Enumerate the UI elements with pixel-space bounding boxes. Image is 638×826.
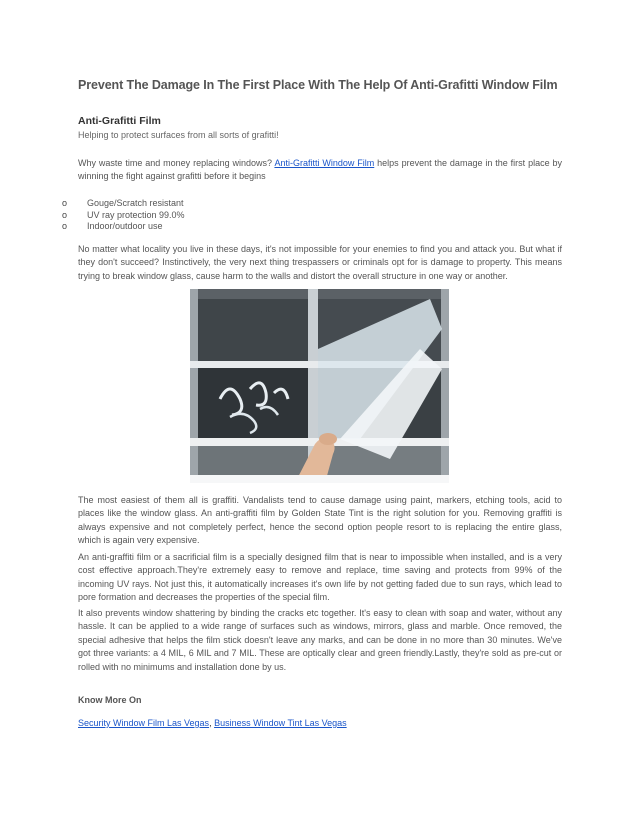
feature-list (62, 198, 185, 233)
bullet-marker: o (62, 198, 68, 208)
list-item (62, 198, 185, 210)
paragraph-benefits: It also prevents window shattering by binding the cracks etc together. It's easy to clean with soap and water, without any hassle. It can be applied to a wide range of surfaces such as windows, mirrors, glass and marble. Once removed, the special adhesive that helps the film stick doesn't leave any marks, and can be done in no more than 30 minutes. We've got three variants: a 4 MIL, 6 MIL and 7 MIL. These are optically clear and green friendly.Lastly, they're sold as pre-cut or rolled with no minimums and installation done by us. (78, 608, 562, 672)
window-film-illustration (190, 289, 449, 483)
bullet-marker: o (62, 221, 68, 231)
paragraph-locality: No matter what locality you live in these days, it's not impossible for your enemies to find you and attack you. But what if they don't succeed? Instinctively, the very next thing trespassers or criminals opt for is damage to property. This means trying to break window glass, cause harm to the walls and distort the overall structure in one way or another. (78, 244, 562, 281)
intro-paragraph (78, 157, 562, 184)
paragraph-sacrificial-film: An anti-graffiti film or a sacrificial film is a specially designed film that is near to impossible when installed, and is a very cost effective approach.They're extremely easy to remove and replace, time saving and protects from 99% of the incoming UV rays. Not just this, it automatically increases it's own life by not getting faded due to sun rays, which lead to pore formation and decreases the properties of the special film. (78, 552, 562, 603)
list-item-text: Gouge/Scratch resistant (87, 198, 184, 208)
list-item-text: Indoor/outdoor use (87, 221, 163, 231)
tagline: Helping to protect surfaces from all sorts of grafitti! (78, 130, 279, 140)
link-separator: , (209, 718, 215, 728)
list-item-text: UV ray protection 99.0% (87, 209, 185, 220)
intro-text-before: Why waste time and money replacing windows? (78, 158, 275, 168)
list-item (62, 210, 185, 222)
related-links (78, 718, 347, 728)
list-item (62, 221, 185, 233)
paragraph-graffiti: The most easiest of them all is graffiti. Vandalists tend to cause damage using paint, markers, etching tools, acid to places like the window glass. An anti-graffiti film by Golden State Tint is the right solution for you. Removing graffiti is always expensive and not completely perfect, hence the second option people resort to is replacing the entire glass, which is again very expensive. (78, 495, 562, 546)
section-heading: Anti-Grafitti Film (78, 115, 161, 127)
know-more-heading: Know More On (78, 695, 142, 705)
business-window-tint-link[interactable]: Business Window Tint Las Vegas (214, 718, 347, 728)
security-window-film-link[interactable]: Security Window Film Las Vegas (78, 718, 210, 728)
page-title: Prevent The Damage In The First Place With The Help Of Anti-Grafitti Window Film (78, 78, 558, 92)
bullet-marker: o (62, 209, 68, 220)
intro-text-after: helps prevent the damage in the first place by winning the fight against grafitti before it begins (78, 158, 563, 182)
window-film-photo (190, 289, 449, 483)
anti-grafitti-film-link[interactable]: Anti-Grafitti Window Film (274, 158, 375, 168)
